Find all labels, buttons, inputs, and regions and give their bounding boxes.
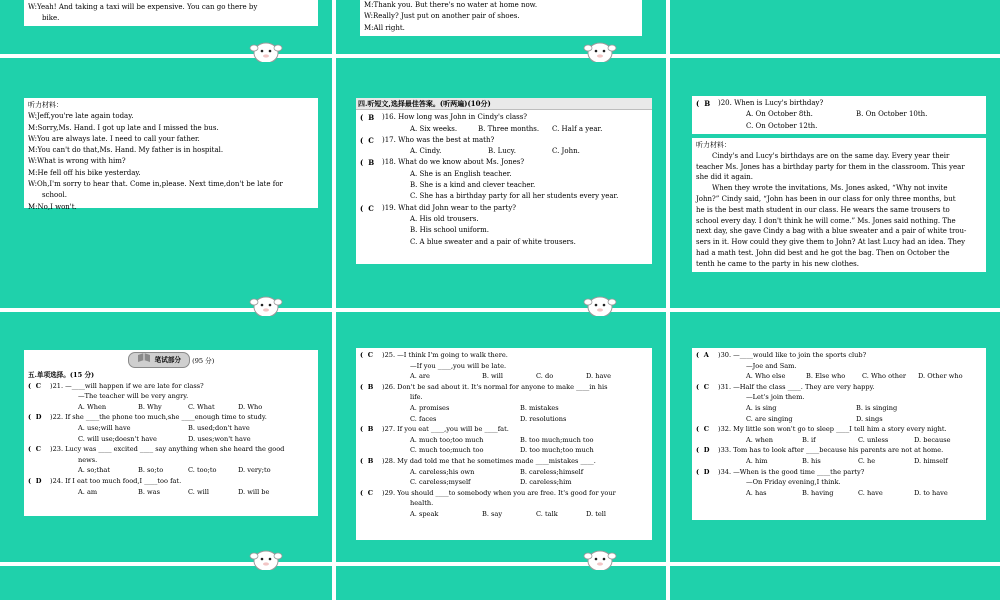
- panel6-heading: 听力材料：: [696, 141, 731, 149]
- passage-line: sers in it. How could they give them to John? At last Lucy had an idea. They: [696, 238, 966, 247]
- options-34: A. has B. having C. have D. to have: [746, 488, 948, 497]
- question-27: ( B )27. If you eat ____,you will be ____fat.: [360, 425, 509, 434]
- options-17: A. Cindy. B. Lucy. C. John.: [410, 147, 580, 156]
- panel5-questions-card: [356, 98, 652, 264]
- divider-v2: [666, 0, 670, 600]
- panel4-line: M:No,I won't.: [28, 202, 77, 211]
- options-30: A. Who else B. Else who C. Who other D. Other who: [746, 372, 963, 381]
- question-26: ( B )26. Don't be sad about it. It's normal for anyone to make ____in his: [360, 382, 608, 391]
- question-29: ( C )29. You should ____to somebody when you are free. It's good for your: [360, 488, 616, 497]
- question-19: ( C )19. What did John wear to the party?: [360, 203, 517, 213]
- options-21: A. When B. Why C. What D. Who: [78, 402, 263, 411]
- question-30-line2: —Joe and Sam.: [746, 361, 797, 370]
- panel4-line: school.: [42, 191, 67, 200]
- options-27b: C. much too;much too D. too much;too much: [410, 446, 594, 455]
- option-19a: A. His old trousers.: [410, 214, 479, 223]
- sheep-icon: [249, 290, 283, 316]
- written-part-badge: 笔试部分: [128, 352, 190, 368]
- question-32: ( C )32. My little son won't go to sleep ____I tell him a story every night.: [696, 425, 947, 434]
- question-31: ( C )31. —Half the class ____. They are very happy.: [696, 382, 875, 391]
- passage-line: school every day. I don't think he will come.” Ms. Jones said nothing. The: [696, 216, 956, 225]
- sheep-icon: [583, 36, 617, 62]
- panel1-line2: bike.: [42, 14, 60, 23]
- panel4-line: M:You can't do that,Ms. Hand. My father is in hospital.: [28, 146, 224, 155]
- question-34-line2: —On Friday evening,I think.: [746, 478, 841, 487]
- passage-line: had a math test. John did best and he got the bag. Then on October the: [696, 248, 950, 257]
- question-34: ( D )34. —When is the good time ____the party?: [696, 467, 865, 476]
- panel7-card: [24, 350, 318, 516]
- options-32: A. when B. if C. unless D. because: [746, 435, 951, 444]
- panel4-line: W:Jeff,you're late again today.: [28, 112, 134, 121]
- option-18c: C. She has a birthday party for all her students every year.: [410, 192, 619, 201]
- panel5-section-title: 四.听短文,选择最佳答案。(听两遍)(10分): [356, 98, 652, 110]
- question-25: ( C )25. —I think I'm going to walk there.: [360, 351, 508, 359]
- panel1-line1: W:Yeah! And taking a taxi will be expensive. You can go there by: [28, 3, 258, 11]
- panel2-line3: M:All right.: [364, 23, 405, 32]
- panel4-line: M:Sorry,Ms. Hand. I got up late and I missed the bus.: [28, 123, 219, 132]
- question-21-line2: —The teacher will be very angry.: [78, 392, 189, 401]
- options-31a: A. is sing B. is singing: [746, 403, 898, 412]
- options-28b: C. careless;myself D. careless;him: [410, 478, 572, 487]
- passage-line: When they wrote the invitations, Ms. Jones asked, “Why not invite: [712, 184, 948, 193]
- options-33: A. him B. his C. he D. himself: [746, 456, 948, 465]
- passage-line: he is the best math student in our class. He wears the same trousers to: [696, 205, 950, 214]
- options-20: A. On October 8th. B. On October 10th.: [746, 110, 928, 119]
- option-18b: B. She is a kind and clever teacher.: [410, 181, 536, 190]
- question-25-line2: —If you ____,you will be late.: [410, 361, 507, 370]
- panel4-line: W:Oh,I'm sorry to hear that. Come in,please. Next time,don't be late for: [28, 180, 283, 189]
- passage-line: she did it again.: [696, 173, 753, 182]
- options-23: A. so;that B. so;to C. too;to D. very;to: [78, 466, 271, 475]
- panel2-line1: M:Thank you. But there's no water at home now.: [364, 1, 538, 9]
- options-24: A. am B. was C. will D. will be: [78, 487, 270, 496]
- question-24: ( D )24. If I eat too much food,I ____too fat.: [28, 476, 182, 485]
- sheep-icon: [583, 544, 617, 570]
- divider-h2: [0, 308, 1000, 312]
- question-33: ( D )33. Tom has to look after ____because his parents are not at home.: [696, 446, 944, 455]
- panel4-line: W:You are always late. I need to call your father.: [28, 134, 200, 143]
- question-23-line2: news.: [78, 455, 98, 464]
- options-16: A. Six weeks. B. Three months. C. Half a year.: [410, 124, 603, 133]
- question-20: ( B )20. When is Lucy's birthday?: [696, 99, 824, 108]
- options-29: A. speak B. say C. talk D. tell: [410, 509, 607, 518]
- options-27a: A. much too;too much B. too much;much too: [410, 435, 594, 444]
- options-26b: C. faces D. resolutions: [410, 414, 567, 423]
- panel9-card: [692, 348, 986, 520]
- panel1-card: [24, 0, 318, 26]
- panel2-card: [360, 0, 642, 36]
- passage-line: Cindy's and Lucy's birthdays are on the same day. Every year their: [712, 151, 950, 160]
- passage-line: teacher Ms. Jones has a birthday party for them in the classroom. This year: [696, 162, 965, 171]
- panel8-card: [356, 348, 652, 540]
- question-21: ( C )21. —____will happen if we are late for class?: [28, 381, 204, 390]
- question-31-line2: —Let's join them.: [746, 393, 805, 402]
- question-23: ( C )23. Lucy was ____ excited ____ say anything when she heard the good: [28, 445, 285, 454]
- passage-line: next day, she gave Cindy a bag with a blue sweater and a pair of white trou-: [696, 227, 967, 236]
- panel6-passage-card: [692, 138, 986, 272]
- panel4-listening-card: [24, 98, 318, 211]
- question-26-line2: life.: [410, 393, 423, 402]
- option-19c: C. A blue sweater and a pair of white trousers.: [410, 237, 576, 246]
- option-19b: B. His school uniform.: [410, 226, 489, 235]
- answer-16: ( B: [360, 113, 375, 123]
- question-30: ( A )30. —____would like to join the sports club?: [696, 351, 867, 359]
- question-28: ( B )28. My dad told me that he sometimes made ____mistakes ____.: [360, 456, 596, 465]
- divider-h3: [0, 562, 1000, 566]
- options-25: A. are B. will C. do D. have: [410, 372, 612, 381]
- options-31b: C. are singing D. sings: [746, 414, 883, 423]
- sheep-icon: [583, 290, 617, 316]
- panel4-line: W:What is wrong with him?: [28, 157, 126, 166]
- panel4-heading: 听力材料：: [28, 101, 63, 109]
- options-28a: A. careless;his own B. careless;himself: [410, 467, 584, 476]
- sheep-icon: [249, 544, 283, 570]
- question-29-line2: health.: [410, 499, 434, 508]
- question-18: ( B )18. What do we know about Ms. Jones?: [360, 158, 525, 168]
- passage-line: tenth he came to the party in his new clothes.: [696, 259, 859, 268]
- options-22b: C. will use;doesn't have D. uses;won't have: [78, 434, 251, 443]
- question-22: ( D )22. If she ____the phone too much,she ____enough time to study.: [28, 413, 267, 422]
- divider-v1: [332, 0, 336, 600]
- written-part-score: (95 分): [192, 357, 215, 366]
- book-icon: [137, 353, 151, 367]
- options-26a: A. promises B. mistakes: [410, 403, 559, 412]
- panel6-q20-card: [692, 96, 986, 134]
- question-17: ( C )17. Who was the best at math?: [360, 135, 495, 145]
- option-20c: C. On October 12th.: [746, 121, 818, 130]
- panel2-line2: W:Really? Just put on another pair of shoes.: [364, 12, 520, 21]
- sheep-icon: [249, 36, 283, 62]
- options-22a: A. use;will have B. used;don't have: [78, 423, 250, 432]
- panel4-line: M:He fell off his bike yesterday.: [28, 168, 141, 177]
- option-18a: A. She is an English teacher.: [410, 169, 512, 178]
- written-section-header: [28, 352, 314, 368]
- section-five-title: 五.单项选择。(15 分): [28, 371, 95, 379]
- question-16: ( B )16. How long was John in Cindy's class?: [360, 113, 528, 123]
- divider-h1: [0, 54, 1000, 58]
- passage-line: John?” Cindy said, “John has been in our class for only three months, but: [696, 194, 956, 203]
